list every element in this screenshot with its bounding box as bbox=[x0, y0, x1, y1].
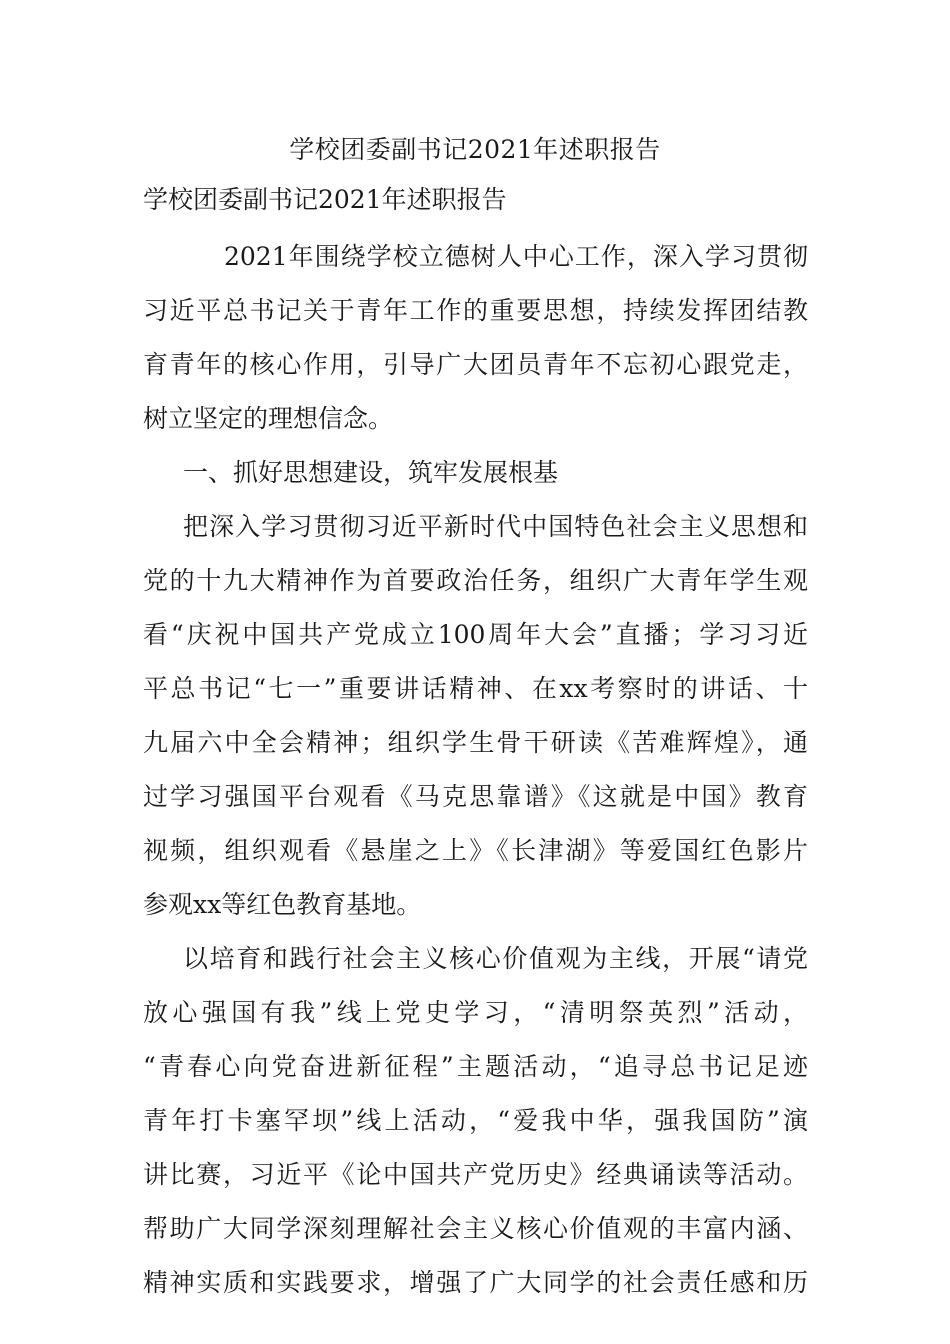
paragraph-line: 习近平总书记关于青年工作的重要思想，持续发挥团结教 bbox=[143, 296, 808, 325]
paragraph-line: 育青年的核心作用，引导广大团员青年不忘初心跟党走， bbox=[143, 350, 808, 379]
paragraph-line: 2021年围绕学校立德树人中心工作，深入学习贯彻 bbox=[224, 242, 808, 271]
paragraph-line: 精神实质和实践要求，增强了广大同学的社会责任感和历 bbox=[143, 1268, 808, 1297]
paragraph-line: “青春心向党奋进新征程”主题活动，“追寻总书记足迹 bbox=[143, 1052, 808, 1081]
section-heading: 一、抓好思想建设，筑牢发展根基 bbox=[183, 458, 559, 487]
paragraph-line: 看“庆祝中国共产党成立100周年大会”直播；学习习近 bbox=[143, 620, 808, 649]
paragraph-line: 讲比赛，习近平《论中国共产党历史》经典诵读等活动。 bbox=[143, 1160, 808, 1189]
paragraph-line: 放心强国有我”线上党史学习，“清明祭英烈”活动， bbox=[143, 998, 808, 1027]
paragraph-line: 参观xx等红色教育基地。 bbox=[143, 890, 422, 919]
paragraph-line: 视频，组织观看《悬崖之上》《长津湖》等爱国红色影片 bbox=[143, 836, 808, 865]
paragraph-line: 帮助广大同学深刻理解社会主义核心价值观的丰富内涵、 bbox=[143, 1214, 808, 1243]
document-body bbox=[143, 230, 808, 1310]
paragraph-line: 过学习强国平台观看《马克思靠谱》《这就是中国》教育 bbox=[143, 782, 808, 811]
paragraph-line: 党的十九大精神作为首要政治任务，组织广大青年学生观 bbox=[143, 566, 808, 595]
paragraph-line: 九届六中全会精神；组织学生骨干研读《苦难辉煌》，通 bbox=[143, 728, 808, 757]
document-title: 学校团委副书记2021年述职报告 bbox=[289, 135, 661, 164]
paragraph-line: 青年打卡塞罕坝”线上活动，“爱我中华，强我国防”演 bbox=[143, 1106, 808, 1135]
document-subtitle: 学校团委副书记2021年述职报告 bbox=[143, 185, 507, 214]
paragraph-line: 平总书记“七一”重要讲话精神、在xx考察时的讲话、十 bbox=[143, 674, 808, 703]
paragraph-line: 把深入学习贯彻习近平新时代中国特色社会主义思想和 bbox=[183, 512, 808, 541]
paragraph-line: 以培育和践行社会主义核心价值观为主线，开展“请党 bbox=[183, 944, 808, 973]
paragraph-line: 树立坚定的理想信念。 bbox=[143, 404, 394, 433]
